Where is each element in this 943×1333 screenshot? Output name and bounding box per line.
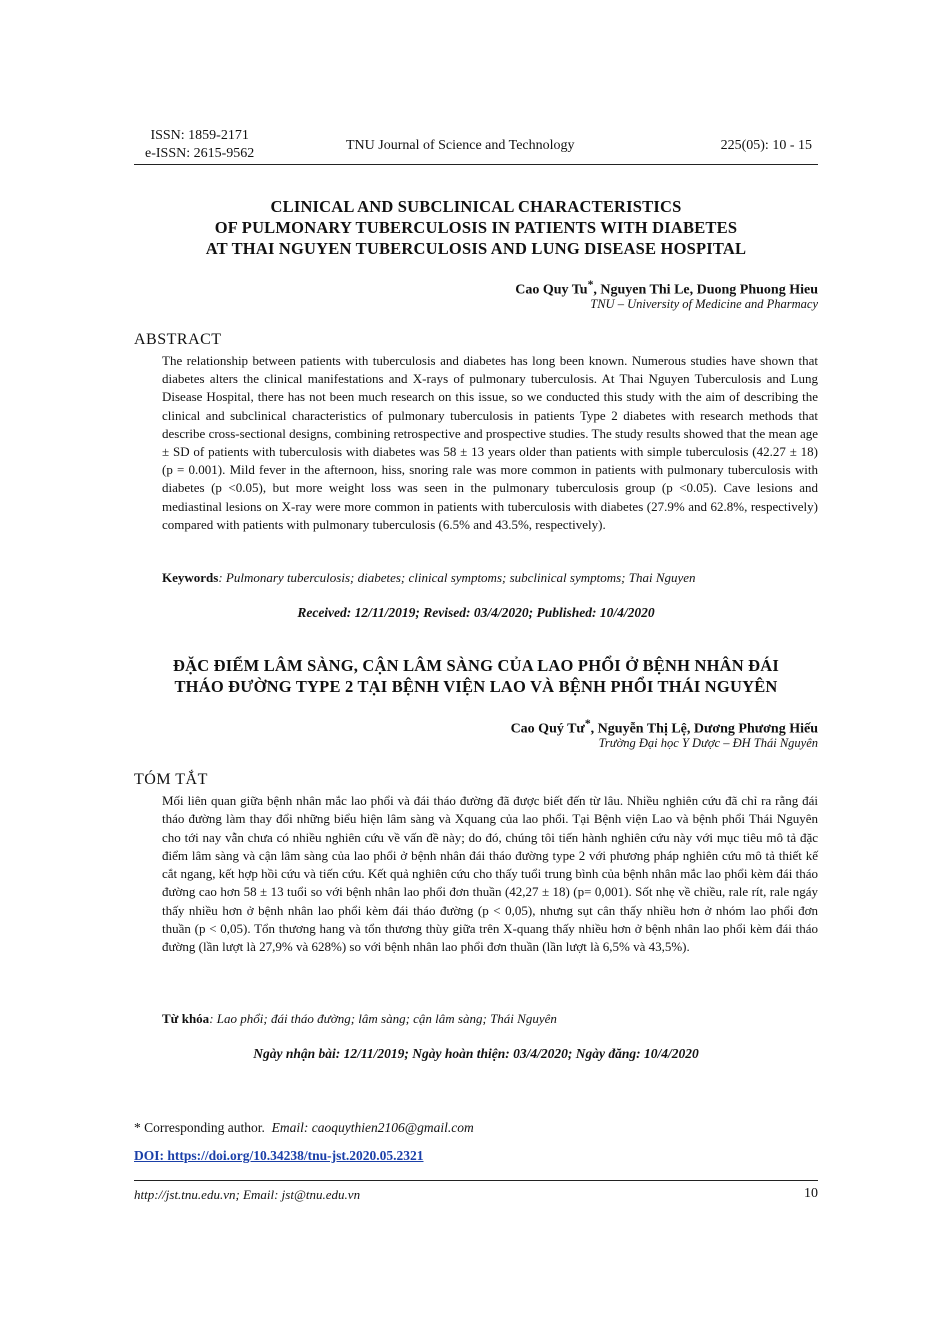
english-title-line: OF PULMONARY TUBERCULOSIS IN PATIENTS WITH DIABETES <box>214 218 738 237</box>
vietnamese-authors <box>511 717 818 738</box>
abstract-heading: ABSTRACT <box>134 331 222 348</box>
keywords-label: Keywords <box>162 570 219 585</box>
corresponding-mark: * <box>587 278 594 291</box>
english-authors <box>515 278 818 299</box>
tom-tat-heading: TÓM TẮT <box>134 771 208 788</box>
corresponding-email[interactable]: Email: caoquythien2106@gmail.com <box>271 1120 474 1135</box>
corresponding-author-note <box>134 1120 474 1136</box>
footer-links[interactable]: http://jst.tnu.edu.vn; Email: jst@tnu.edu.vn <box>134 1187 361 1202</box>
first-author: Cao Quy Tu <box>515 282 588 298</box>
issn: ISSN: 1859-2171 <box>150 128 249 143</box>
vietnamese-dates: Ngày nhận bài: 12/11/2019; Ngày hoàn thiện: 03/4/2020; Ngày đăng: 10/4/2020 <box>253 1046 699 1061</box>
vietnamese-title-line: ĐẶC ĐIỂM LÂM SÀNG, CẬN LÂM SÀNG CỦA LAO PHỔI Ở BỆNH NHÂN ĐÁI <box>172 656 780 675</box>
vietnamese-title <box>134 655 818 697</box>
vietnamese-affiliation: Trường Đại học Y Dược – ĐH Thái Nguyên <box>598 736 818 750</box>
volume-pages: 225(05): 10 - 15 <box>720 138 812 153</box>
corresponding-label: * Corresponding author. <box>134 1120 265 1135</box>
english-keywords <box>162 570 696 586</box>
english-dates: Received: 12/11/2019; Revised: 03/4/2020; Published: 10/4/2020 <box>297 605 655 620</box>
english-title-line: AT THAI NGUYEN TUBERCULOSIS AND LUNG DISEASE HOSPITAL <box>205 239 747 258</box>
corresponding-mark: * <box>584 717 591 730</box>
issn-block <box>145 127 254 163</box>
keywords-label: Từ khóa <box>162 1011 210 1026</box>
footer-rule <box>134 1180 818 1181</box>
english-affiliation: TNU – University of Medicine and Pharmacy <box>590 297 818 311</box>
keywords-list: : Lao phổi; đái tháo đường; lâm sàng; cận lâm sàng; Thái Nguyên <box>209 1011 557 1026</box>
first-author: Cao Quý Tư <box>510 721 585 737</box>
eissn: e-ISSN: 2615-9562 <box>145 146 255 161</box>
english-title-line: CLINICAL AND SUBCLINICAL CHARACTERISTICS <box>270 197 682 216</box>
journal-name: TNU Journal of Science and Technology <box>346 138 575 153</box>
keywords-list: : Pulmonary tuberculosis; diabetes; clinical symptoms; subclinical symptoms; Thai Nguyen <box>218 570 696 585</box>
vietnamese-keywords <box>162 1011 557 1027</box>
page-number: 10 <box>804 1186 818 1201</box>
other-authors: , Nguyen Thi Le, Duong Phuong Hieu <box>593 282 818 298</box>
doi-link[interactable]: DOI: https://doi.org/10.34238/tnu-jst.2020.05.2321 <box>134 1148 424 1163</box>
header-rule <box>134 164 818 165</box>
abstract-text: The relationship between patients with tuberculosis and diabetes has long been known. Numerous studies have shown that diabetes alters the clinical manifestations and X-rays of pulmonary tuberculosis. At Thai Nguyen Tuberculosis and Lung Disease Hospital, there has not been much research on this issue, so we conducted this study with the aim of describing the clinical and subclinical characteristics of pulmonary tuberculosis in patients Type 2 diabetes with research methods that describe cross-sectional designs, combining retrospective and prospective studies. The study results showed that the mean age ± SD of patients with tuberculosis with diabetes was 58 ± 13 years older than patients with simple tuberculosis (42.27 ± 18) (p = 0.001). Mild fever in the afternoon, hiss, snoring rale was more common in patients with pulmonary tuberculosis with diabetes (p <0.05), but more weight loss was seen in the pulmonary tuberculosis group (p <0.05). Cave lesions and mediastinal lesions on X-ray were more common in patients with tuberculosis with diabetes (27.9% and 62.8%, respectively) compared with patients with pulmonary tuberculosis (6.5% and 43.5%, respectively). <box>162 353 818 532</box>
english-title <box>134 196 818 259</box>
tom-tat-text: Mối liên quan giữa bệnh nhân mắc lao phổi và đái tháo đường đã được biết đến từ lâu. Nhiều nghiên cứu đã chỉ ra rằng đái tháo đường làm thay đổi những biểu hiện lâm sàng và Xquang của lao phổi. Tại Bệnh viện Lao và bệnh phổi Thái Nguyên cho tới nay vẫn chưa có nhiều nghiên cứu về vấn đề này; do đó, chúng tôi tiến hành nghiên cứu này với mục tiêu mô tả đặc điểm lâm sàng và cận lâm sàng của lao phổi ở bệnh nhân đái tháo đường type 2 với phương pháp nghiên cứu mô tả thiết kế cắt ngang, kết hợp hồi cứu và tiến cứu. Kết quả nghiên cứu cho thấy tuổi trung bình của bệnh nhân mắc lao phổi kèm đái tháo đường cao hơn 58 ± 13 tuổi so với bệnh nhân lao phổi đơn thuần (42,27 ± 18) (p= 0,001). Sốt nhẹ về chiều, rale rít, rale ngáy thấy nhiều hơn ở bệnh nhân lao phổi kèm đái tháo đường (p < 0,05), nhưng sụt cân thấy nhiều hơn ở nhóm lao phổi đơn thuần (p < 0,05). Tổn thương hang và tổn thương thùy giữa trên X-quang thấy nhiều hơn ở bệnh nhân lao phổi kèm đái tháo đường (lần lượt là 27,9% và 628%) so với bệnh nhân lao phổi đơn thuần (lần lượt là 6,5% và 43,5%). <box>162 793 818 955</box>
vietnamese-title-line: THÁO ĐƯỜNG TYPE 2 TẠI BỆNH VIỆN LAO VÀ BỆNH PHỔI THÁI NGUYÊN <box>174 677 778 696</box>
other-authors: , Nguyễn Thị Lệ, Dương Phương Hiếu <box>590 721 818 737</box>
